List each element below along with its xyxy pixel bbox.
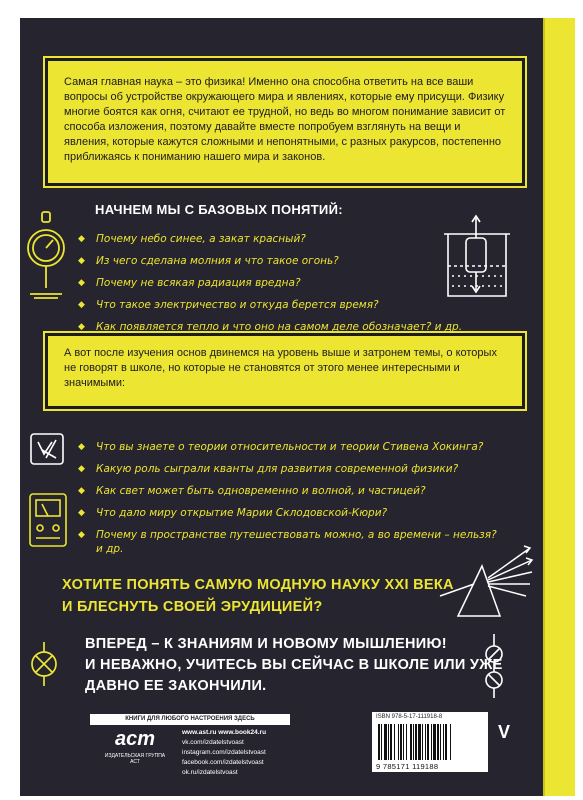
barcode — [378, 724, 482, 760]
websites[interactable]: www.ast.ru www.book24.ru — [182, 729, 267, 736]
list-item: ◆ Как свет может быть одновременно и волной, и частицей? — [78, 484, 498, 498]
intro-panel — [45, 58, 525, 186]
forward-text — [85, 634, 503, 697]
list-item: ◆ Из чего сделана молния и что такое огонь? — [78, 254, 518, 268]
forward-line-3: ДАВНО ЕЕ ЗАКОНЧИЛИ. — [85, 678, 267, 694]
imprint-logo: V — [498, 722, 511, 742]
beaker-doodle-icon — [440, 210, 515, 310]
basics-heading: НАЧНЕМ МЫ С БАЗОВЫХ ПОНЯТИЙ: — [95, 202, 343, 217]
social-link[interactable]: ok.ru/izdatelstvoast — [182, 769, 238, 776]
list-item: ◆ Что вы знаете о теории относительности и теории Стивена Хокинга? — [78, 440, 498, 454]
list-item: ◆ Какую роль сыграли кванты для развития современной физики? — [78, 462, 498, 476]
list-item: ◆ Что дало миру открытие Марии Склодовской-Кюри? — [78, 506, 498, 520]
list-item: ◆ Как появляется тепло и что оно на самом деле обозначает? и др. — [78, 320, 518, 334]
list-item: ◆ Почему небо синее, а закат красный? — [78, 232, 518, 246]
social-link[interactable]: instagram.com/izdatelstvoast — [182, 749, 266, 756]
intro-text: Самая главная наука – это физика! Именно она способна ответить на все ваши вопросы об устройстве окружающего мира и явлениях, которые ему присущи. Физику многие боятся как огня, считают ее трудной, но ведь во многом понимание зависит от способа изложения, поэтому давайте вместе попробуем взглянуть на вещи и явления, которые кажутся сложными и непонятными, с разных ракурсов, постепенно приближаясь к пониманию нашего мира и законов. — [64, 76, 506, 163]
advanced-list — [78, 440, 498, 564]
gauge-doodle-icon — [22, 210, 70, 302]
circuit-doodle-icon — [476, 632, 512, 700]
advanced-intro-panel — [45, 333, 525, 409]
forward-line-2: И НЕВАЖНО, УЧИТЕСЬ ВЫ СЕЙЧАС В ШКОЛЕ ИЛИ УЖЕ — [85, 657, 503, 673]
barcode-bar — [451, 724, 452, 760]
publisher-logo-text: аст — [114, 728, 156, 750]
advanced-intro-text: А вот после изучения основ двинемся на уровень выше и затронем темы, о которых не говорят в школе, но которые не становятся от этого менее интересными и значимыми: — [64, 347, 497, 389]
device-doodle-icon — [26, 490, 70, 552]
yellow-spine — [543, 18, 575, 796]
list-item: ◆ Что такое электричество и откуда берется время? — [78, 298, 518, 312]
barcode-number: 9 785171 119188 — [376, 762, 439, 771]
social-links — [182, 728, 266, 778]
cta-heading — [62, 574, 454, 618]
forward-line-1: ВПЕРЕД – К ЗНАНИЯМ И НОВОМУ МЫШЛЕНИЮ! — [85, 636, 447, 652]
prism-doodle-icon — [438, 538, 538, 620]
publisher-group: ИЗДАТЕЛЬСКАЯ ГРУППА АСТ — [104, 753, 166, 765]
footer-tagline: КНИГИ ДЛЯ ЛЮБОГО НАСТРОЕНИЯ ЗДЕСЬ — [90, 714, 290, 725]
cta-line-1: ХОТИТЕ ПОНЯТЬ САМУЮ МОДНУЮ НАУКУ XXI ВЕКА — [62, 577, 454, 593]
social-link[interactable]: facebook.com/izdatelstvoast — [182, 759, 264, 766]
list-item: ◆ Почему не всякая радиация вредна? — [78, 276, 518, 290]
social-link[interactable]: vk.com/izdatelstvoast — [182, 739, 244, 746]
lamp-doodle-icon — [24, 640, 64, 688]
isbn-label: ISBN 978-5-17-111918-8 — [376, 714, 443, 720]
cta-line-2: И БЛЕСНУТЬ СВОЕЙ ЭРУДИЦИЕЙ? — [62, 599, 323, 615]
list-item: ◆ Почему в пространстве путешествовать можно, а во времени – нельзя? и др. — [78, 528, 498, 556]
barcode-box — [372, 712, 488, 772]
clock-box-doodle-icon — [28, 430, 68, 470]
publisher-logo — [100, 728, 170, 786]
